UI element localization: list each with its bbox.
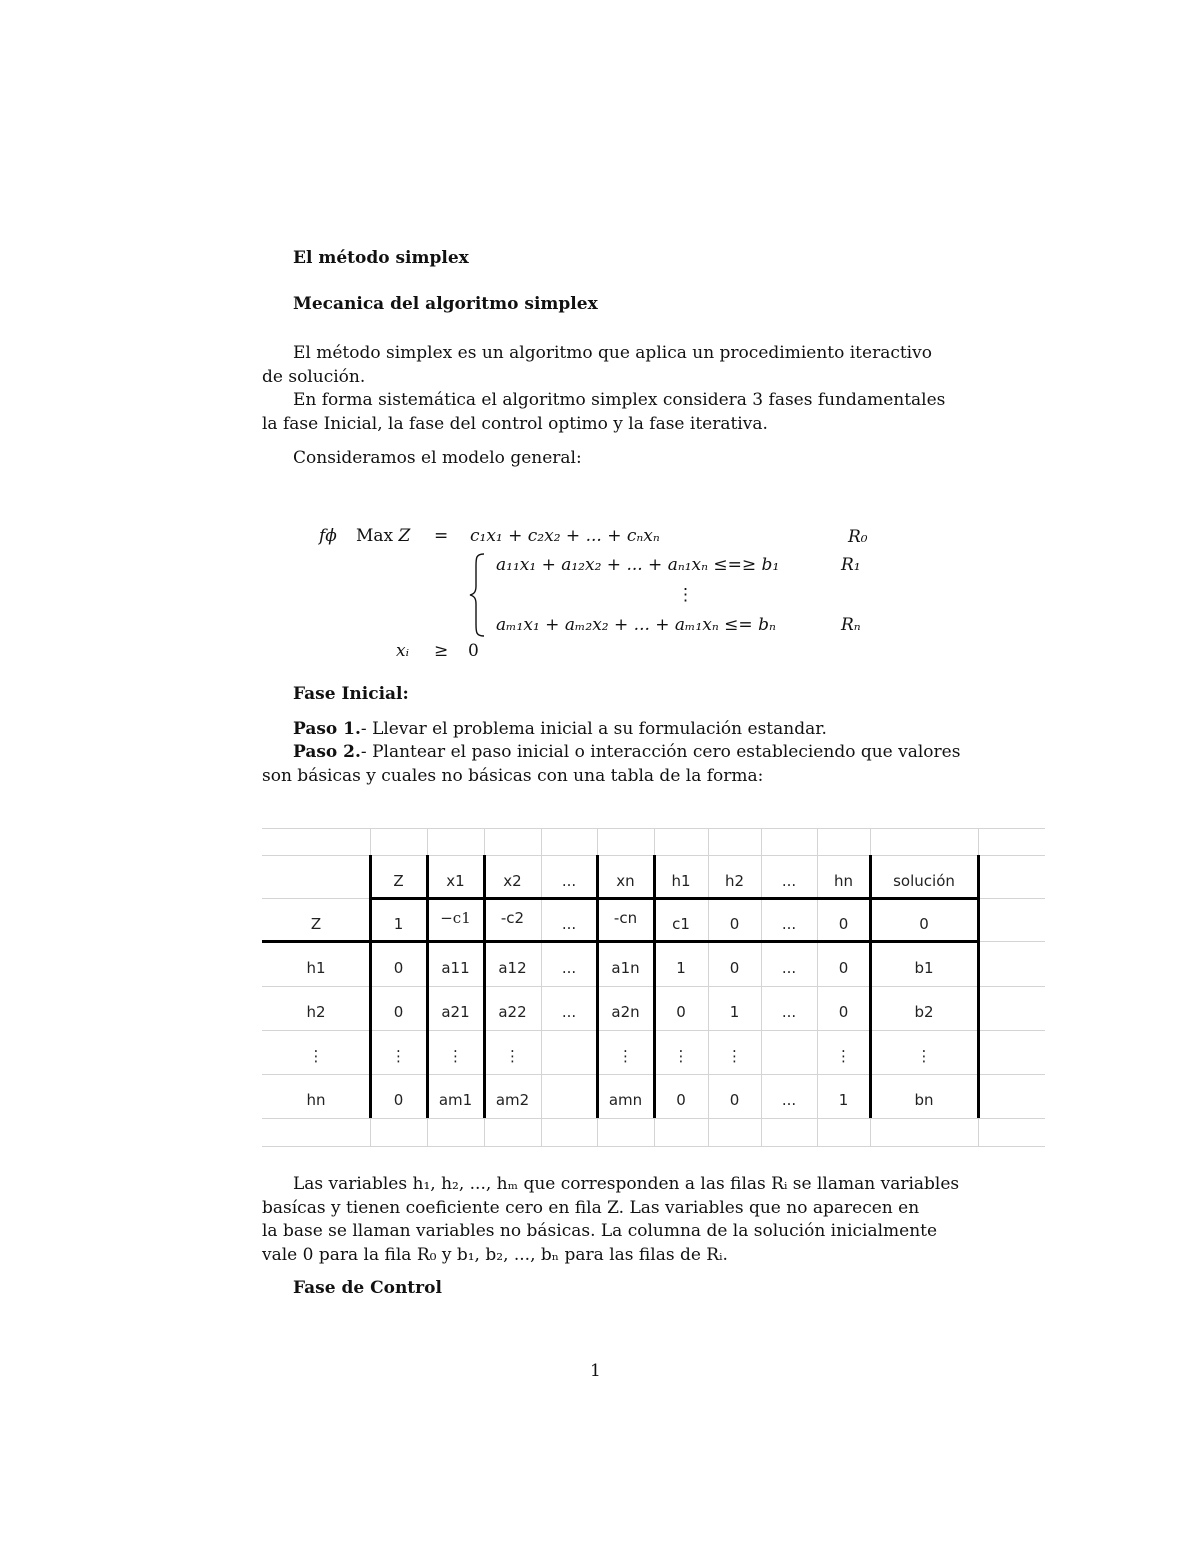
fase-control-heading: Fase de Control [293,1278,442,1298]
model-max: Max Z [356,526,411,546]
table-header-cell: hn [833,871,853,890]
table-cell: h1 [306,958,326,977]
paso-2-text: - Plantear el paso inicial o interacción cero estableciendo que valores [360,742,961,762]
table-cell: a12 [498,958,527,977]
table-cell: 0 [838,958,849,977]
table-cell: 0 [838,914,849,933]
thick-border [262,940,978,943]
table-cell: b2 [914,1003,934,1021]
table-header-cell: x1 [446,871,465,890]
table-cell: ⋮ [618,1047,633,1065]
model-eq: = [434,526,449,546]
paso-2 [293,742,960,762]
table-cell: 0 [676,1003,686,1021]
table-header-cell: ... [561,871,577,890]
table-cell: 1 [676,958,686,977]
thick-border [869,855,872,1118]
model-vdots: ⋮ [677,585,694,605]
paso-2-continuation: son básicas y cuales no básicas con una tabla de la forma: [262,766,764,786]
table-cell: 0 [393,1091,404,1109]
table-cell: ⋮ [727,1047,742,1065]
paso-2-label: Paso 2. [293,742,361,762]
table-header-cell: Z [393,871,404,890]
table-cell: 1 [393,914,404,933]
closing-paragraph [262,1173,960,1267]
closing-line: vale 0 para la fila R₀ y b₁, b₂, ..., bₙ para las filas de Rᵢ. [262,1244,728,1265]
brace-icon [468,552,488,638]
table-cell: ⋮ [448,1047,463,1065]
table-cell: 0 [676,1091,686,1109]
table-cell: ⋮ [308,1047,324,1065]
table-cell: 0 [729,958,740,977]
thick-border [370,897,978,900]
thick-border [977,855,980,1118]
page-number: 1 [590,1361,601,1381]
table-cell: 0 [838,1003,849,1021]
table-cell: 0 [393,958,404,977]
intro-line: Consideramos el modelo general: [293,448,582,468]
fase-inicial-heading: Fase Inicial: [293,684,409,704]
table-cell: −c1 [440,908,471,927]
table-cell: ... [561,914,577,933]
intro-line: de solución. [262,366,366,387]
table-cell: -c2 [500,908,525,927]
paso-1-text: - Llevar el problema inicial a su formulación estandar. [360,719,827,739]
table-cell: 1 [838,1091,849,1109]
table-cell: a22 [498,1003,527,1021]
thick-border [483,855,486,1118]
intro-line: En forma sistemática el algoritmo simplex considera 3 fases fundamentales [293,390,946,410]
thick-border [426,855,429,1118]
table-header-cell: h2 [724,871,745,890]
table-cell: h2 [306,1003,326,1021]
table-cell: c1 [672,914,690,933]
table-header-cell: x2 [503,871,522,890]
table-cell: 0 [919,914,929,933]
row-label-rn: Rₙ [841,615,861,635]
table-cell: a1n [611,958,640,977]
model-zero: 0 [468,641,479,661]
table-cell: ... [561,1003,577,1021]
model-xi: xᵢ [396,641,410,661]
intro-paragraph-1 [262,342,936,389]
table-cell: a21 [441,1003,470,1021]
table-cell: ... [561,958,577,977]
table-cell: ... [781,1091,797,1109]
model-objective: c₁x₁ + c₂x₂ + ... + cₙxₙ [470,526,660,546]
table-cell: b1 [914,958,934,977]
table-cell: am2 [495,1091,530,1109]
model-fo: fϕ [319,526,337,546]
intro-paragraph-2 [262,389,946,436]
table-header-cell: ... [781,871,797,890]
table-cell: a11 [441,958,470,977]
model-constraint-1: a₁₁x₁ + a₁₂x₂ + ... + aₙ₁xₙ ≤=≥ b₁ [496,555,780,575]
table-cell: ⋮ [391,1047,406,1065]
table-header-cell: xn [616,871,635,890]
page-title: El método simplex [293,248,469,268]
closing-line: la base se llaman variables no básicas. La columna de la solución inicialmente [262,1221,938,1241]
grid-line [262,1146,1045,1147]
paso-1-label: Paso 1. [293,719,361,739]
table-header-cell: solución [893,871,955,890]
table-cell: ⋮ [505,1047,520,1065]
thick-border [653,855,656,1118]
table-cell: 0 [729,914,740,933]
paso-1 [293,719,827,739]
row-label-r1: R₁ [841,555,861,575]
table-cell: Z [310,914,322,933]
table-cell: am1 [438,1091,473,1109]
table-cell: ... [781,914,797,933]
model-geq: ≥ [434,641,449,661]
table-cell: ... [781,958,797,977]
table-cell: ⋮ [836,1047,851,1065]
table-cell: bn [914,1091,934,1109]
thick-border [596,855,599,1118]
table-cell: a2n [611,1003,640,1021]
table-cell: hn [306,1091,326,1109]
model-constraint-n: aₘ₁x₁ + aₘ₂x₂ + ... + aₘ₁xₙ ≤= bₙ [496,615,776,635]
table-header-cell: h1 [671,871,691,890]
thick-border [369,855,372,1118]
table-cell: 1 [729,1003,740,1021]
closing-line: basícas y tienen coeficiente cero en fila Z. Las variables que no aparecen en [262,1197,920,1218]
table-cell: 0 [729,1091,740,1109]
section-subtitle: Mecanica del algoritmo simplex [293,294,598,314]
intro-paragraph-3 [262,447,936,471]
table-cell: ... [781,1003,797,1021]
table-cell: amn [608,1091,643,1109]
intro-line: El método simplex es un algoritmo que aplica un procedimiento iteractivo [293,343,932,363]
table-cell: 0 [393,1003,404,1021]
table-cell: -cn [613,908,638,927]
table-cell: ⋮ [916,1047,932,1065]
table-cell: ⋮ [673,1047,689,1065]
closing-line: Las variables h₁, h₂, ..., hₘ que corresponden a las filas Rᵢ se llaman variables [293,1174,960,1194]
simplex-tableau [262,828,1045,1146]
intro-line: la fase Inicial, la fase del control optimo y la fase iterativa. [262,413,768,434]
row-label-r0: R₀ [848,527,868,547]
